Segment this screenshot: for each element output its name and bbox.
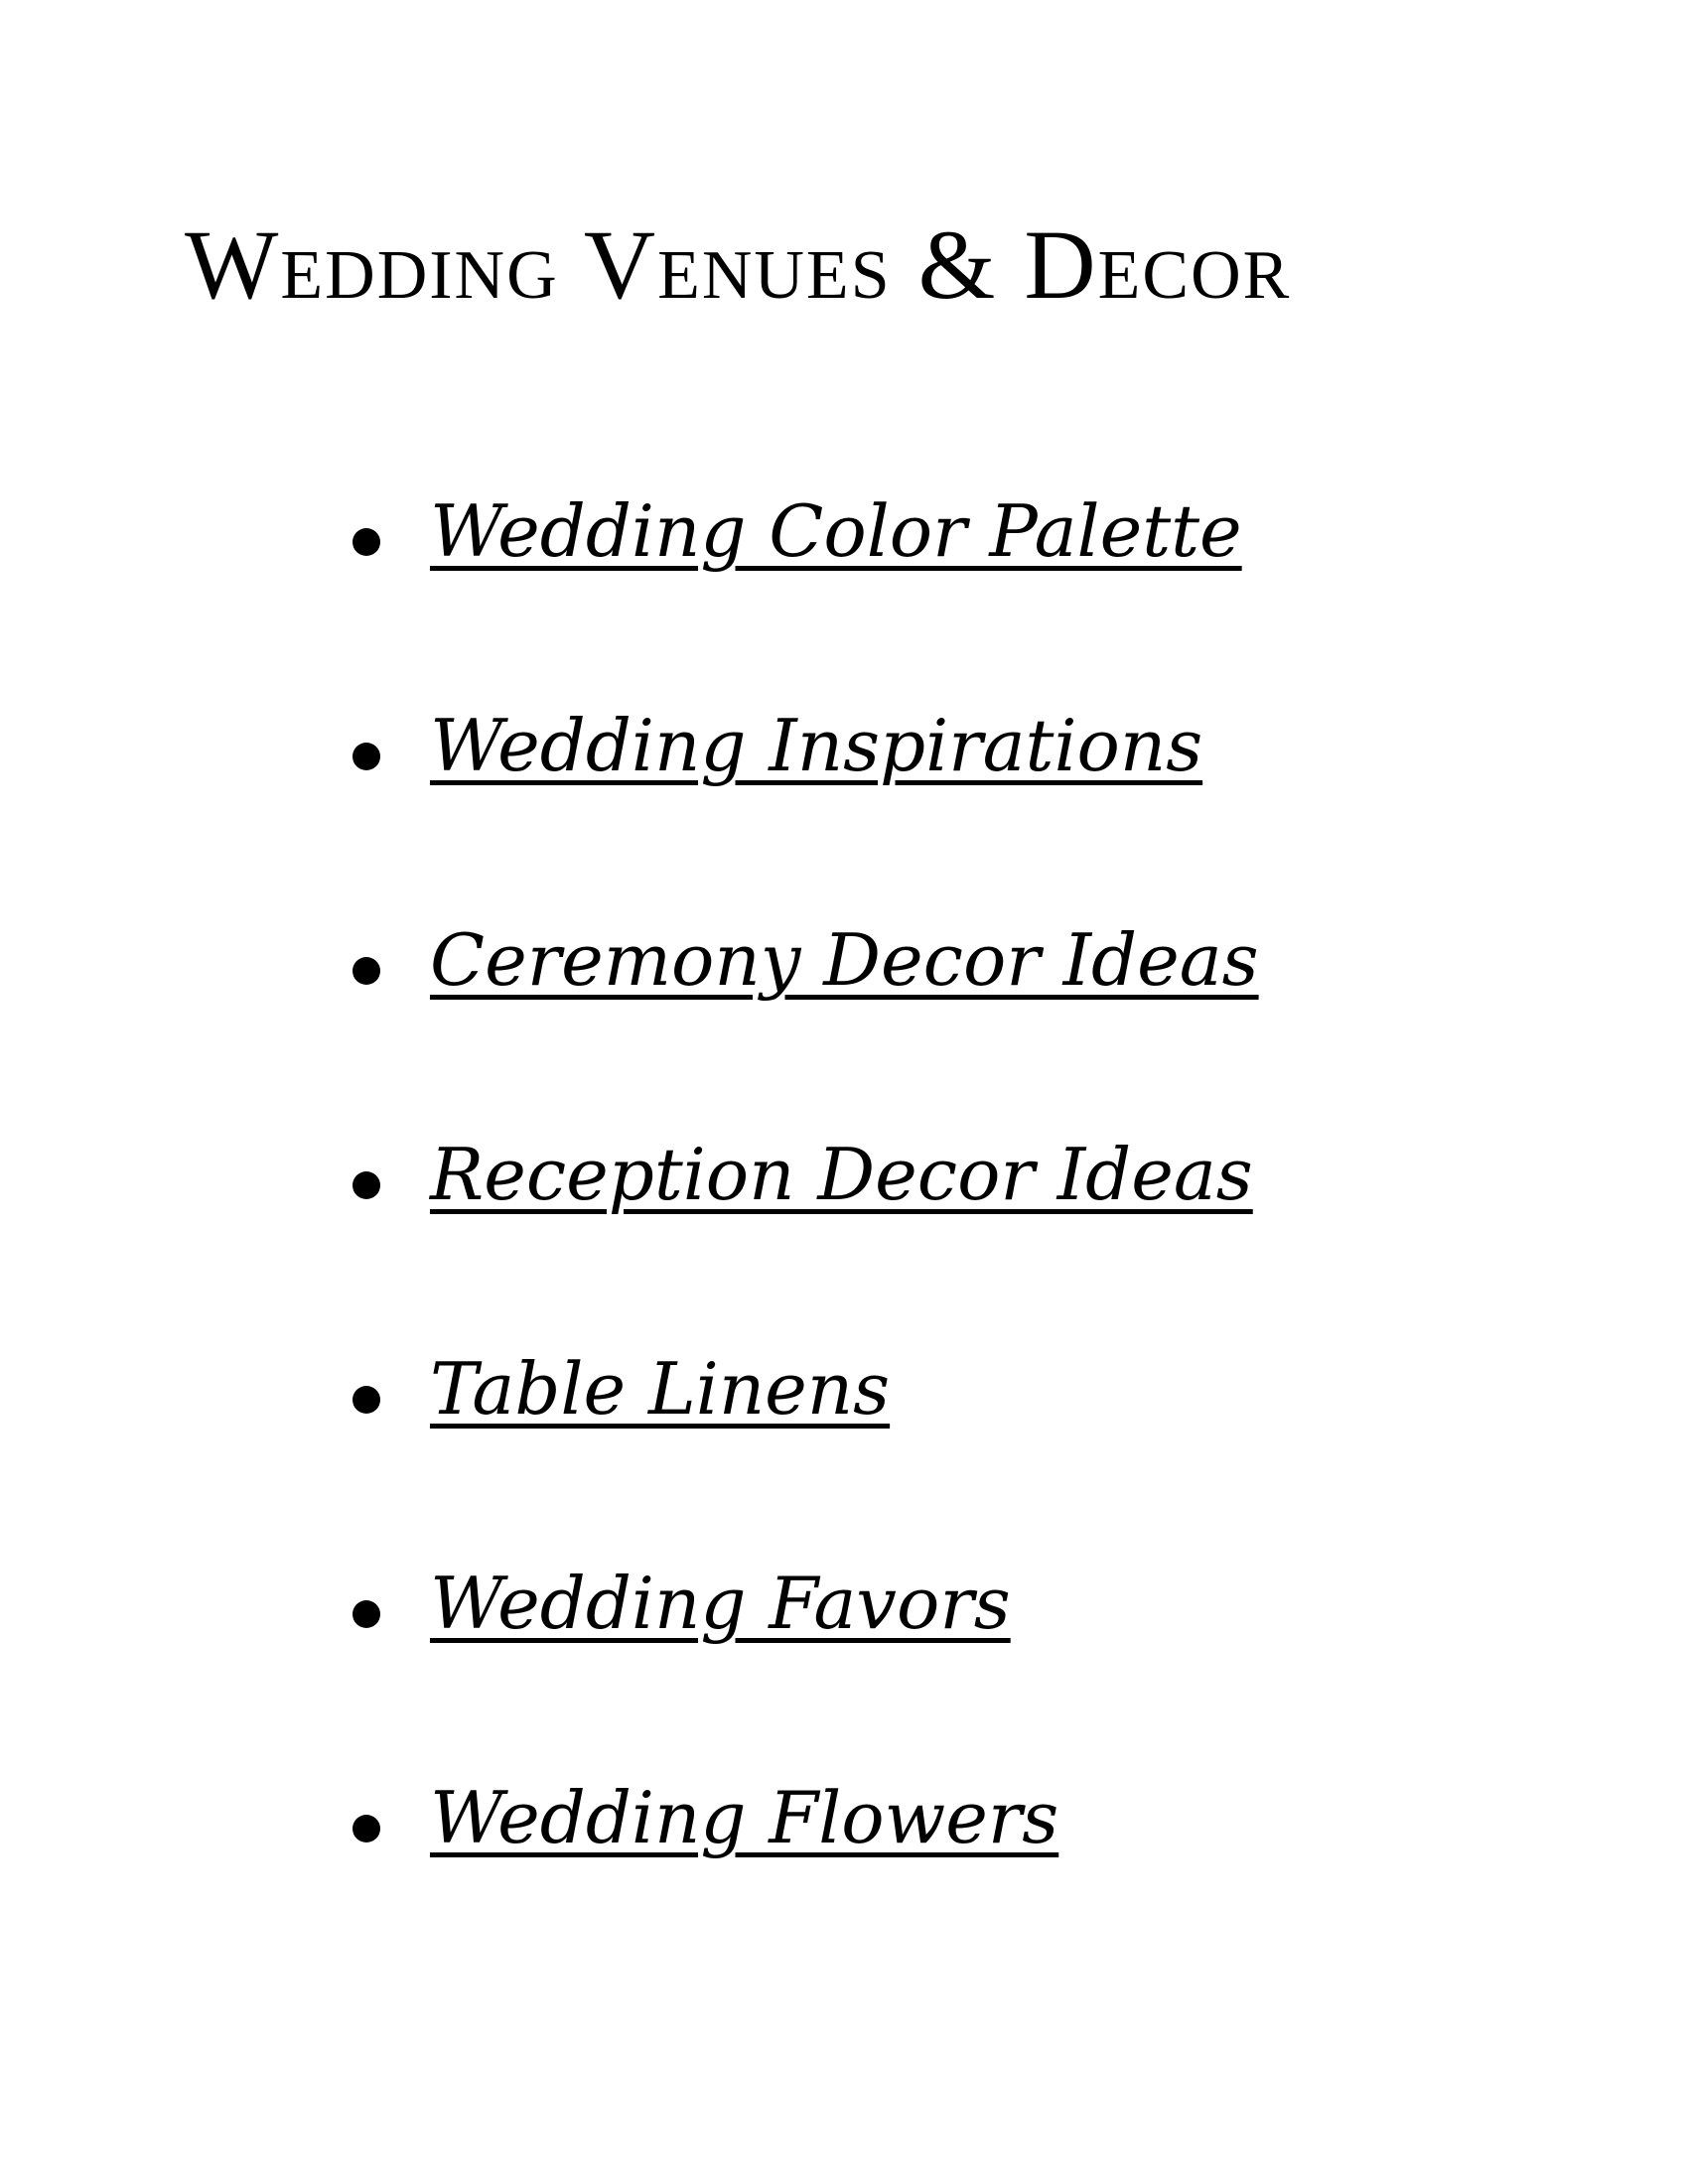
link-ceremony-decor-ideas[interactable]: Ceremony Decor Ideas — [430, 918, 1259, 1002]
bullet-icon — [352, 1600, 380, 1628]
bullet-icon — [352, 957, 380, 985]
link-table-linens[interactable]: Table Linens — [430, 1347, 891, 1431]
bullet-icon — [352, 528, 380, 556]
page-title: Wedding Venues & Decor — [185, 209, 1292, 320]
bullet-icon — [352, 743, 380, 770]
bullet-icon — [352, 1171, 380, 1199]
link-wedding-color-palette[interactable]: Wedding Color Palette — [430, 489, 1242, 573]
link-wedding-favors[interactable]: Wedding Favors — [430, 1562, 1011, 1645]
link-wedding-inspirations[interactable]: Wedding Inspirations — [430, 704, 1203, 787]
link-wedding-flowers[interactable]: Wedding Flowers — [430, 1776, 1059, 1859]
bullet-icon — [352, 1815, 380, 1843]
bullet-icon — [352, 1386, 380, 1414]
link-reception-decor-ideas[interactable]: Reception Decor Ideas — [430, 1133, 1253, 1216]
